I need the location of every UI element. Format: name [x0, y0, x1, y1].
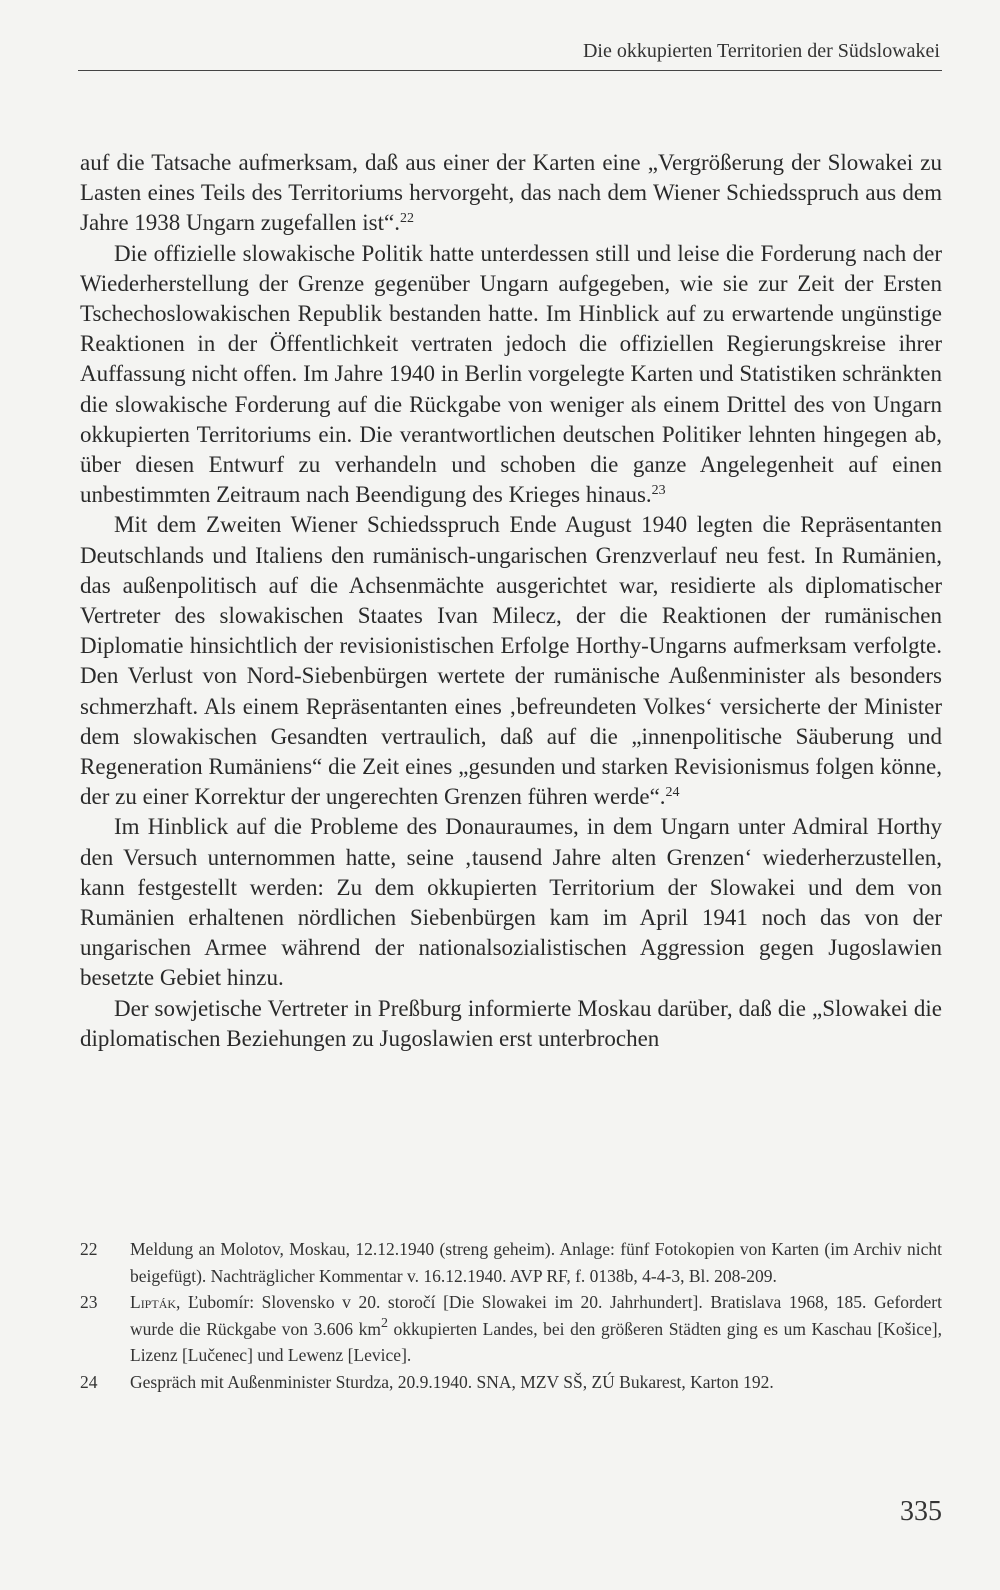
footnote-number: 23 — [80, 1292, 98, 1312]
paragraph-text: Mit dem Zweiten Wiener Schiedsspruch Ende August 1940 legten die Repräsentanten Deutschlands und Italiens den rumänisch-ungarischen Grenzverlauf neu fest. In Rumänien, das außenpolitisch auf die Achsenmächte ausgerichtet war, residierte als diplomatischer Vertreter des slowakischen Staates Ivan Milecz, der die Reaktionen der rumänischen Diplomatie hinsichtlich der revisionistischen Erfolge Horthy-Ungarns aufmerksam verfolgte. Den Verlust von Nord-Siebenbürgen wertete der rumänische Außenminister als besonders schmerzhaft. Als einem Repräsentanten eines ‚befreundeten Volkes‘ versicherte der Minister dem slowakischen Gesandten vertraulich, daß auf die „innenpolitische Säuberung und Regeneration Rumäniens“ die Zeit eines „gesunden und starken Revisionismus folgen könne, der zu einer Korrektur der ungerechten Grenzen führen werde“. — [80, 512, 942, 810]
superscript: 2 — [380, 1315, 388, 1331]
footnote-ref[interactable]: 24 — [665, 785, 680, 801]
running-head: Die okkupierten Territorien der Südslowakei — [582, 40, 940, 62]
footnote-text — [130, 1289, 942, 1369]
paragraph-text: auf die Tatsache aufmerksam, daß aus einer der Karten eine „Vergrößerung der Slowakei zu Lasten eines Teils des Territoriums hervorgeht, das nach dem Wiener Schiedsspruch aus dem Jahre 1938 Ungarn zugefallen ist“. — [80, 150, 942, 236]
footnotes — [80, 1236, 942, 1395]
paragraph — [80, 510, 942, 812]
footnote — [80, 1289, 942, 1369]
footnote-author: Lipták — [130, 1292, 177, 1312]
footnote-ref[interactable]: 23 — [651, 483, 666, 499]
footnote-ref[interactable]: 22 — [399, 211, 414, 227]
footnote-text: Meldung an Molotov, Moskau, 12.12.1940 (streng geheim). Anlage: fünf Fotokopien von Karten (im Archiv nicht beigefügt). Nachträglicher Kommentar v. 16.12.1940. AVP RF, f. 0138b, 4-4-3, Bl. 208-209. — [130, 1239, 942, 1286]
footnote — [80, 1236, 942, 1289]
paragraph-text: Im Hinblick auf die Probleme des Donauraumes, in dem Ungarn unter Admiral Horthy den Versuch unternommen hatte, seine ‚tausend Jahre alten Grenzen‘ wiederherzustellen, kann festgestellt werden: Zu dem okkupierten Territorium der Slowakei und dem von Rumänien erhaltenen nördlichen Siebenbürgen kam im April 1941 noch das von der ungarischen Armee während der nationalsozialistischen Aggression gegen Jugoslawien besetzte Gebiet hinzu. — [80, 814, 942, 991]
header-rule — [78, 70, 942, 71]
page-number: 335 — [900, 1496, 942, 1527]
footnote-number: 22 — [80, 1239, 98, 1259]
footnote-text-part: okkupierten Landes, bei den größeren Städten ging es um Kaschau [Košice], Lizenz [Lučenec] und Lewenz [Levice]. — [130, 1318, 942, 1365]
paragraph — [80, 994, 942, 1054]
paragraph — [80, 812, 942, 993]
paragraph-text: Der sowjetische Vertreter in Preßburg informierte Moskau darüber, daß die „Slowakei die diplomatischen Beziehungen zu Jugoslawien erst unterbrochen — [80, 995, 942, 1051]
paragraph-text: Die offizielle slowakische Politik hatte unterdessen still und leise die Forderung nach der Wiederherstellung der Grenze gegenüber Ungarn aufgegeben, wie sie zur Zeit der Ersten Tschechoslowakischen Republik bestanden hatte. Im Hinblick auf zu erwartende ungünstige Reaktionen in der Öffentlichkeit vertraten jedoch die offiziellen Regierungskreise ihrer Auffassung nicht offen. Im Jahre 1940 in Berlin vorgelegte Karten und Statistiken schränkten die slowakische Forderung auf die Rückgabe von weniger als einem Drittel des von Ungarn okkupierten Territoriums ein. Die verantwortlichen deutschen Politiker lehnten hingegen ab, über diesen Entwurf zu verhandeln und schoben die ganze Angelegenheit auf einen unbestimmten Zeitraum nach Beendigung des Krieges hinaus. — [80, 240, 942, 508]
main-text — [80, 148, 942, 1054]
paragraph — [80, 148, 942, 239]
footnote — [80, 1369, 942, 1396]
footnote-number: 24 — [80, 1371, 98, 1392]
footnote-text-part: , Ľubomír: Slovensko v 20. storočí [Die Slowakei im 20. Jahrhundert]. Bratislava 1968, 185. Gefordert wurde die Rückgabe von 3.606 km — [130, 1292, 942, 1339]
footnote-text: Gespräch mit Außenminister Sturdza, 20.9.1940. SNA, MZV SŠ, ZÚ Bukarest, Karton 192. — [130, 1371, 774, 1392]
paragraph — [80, 239, 942, 511]
